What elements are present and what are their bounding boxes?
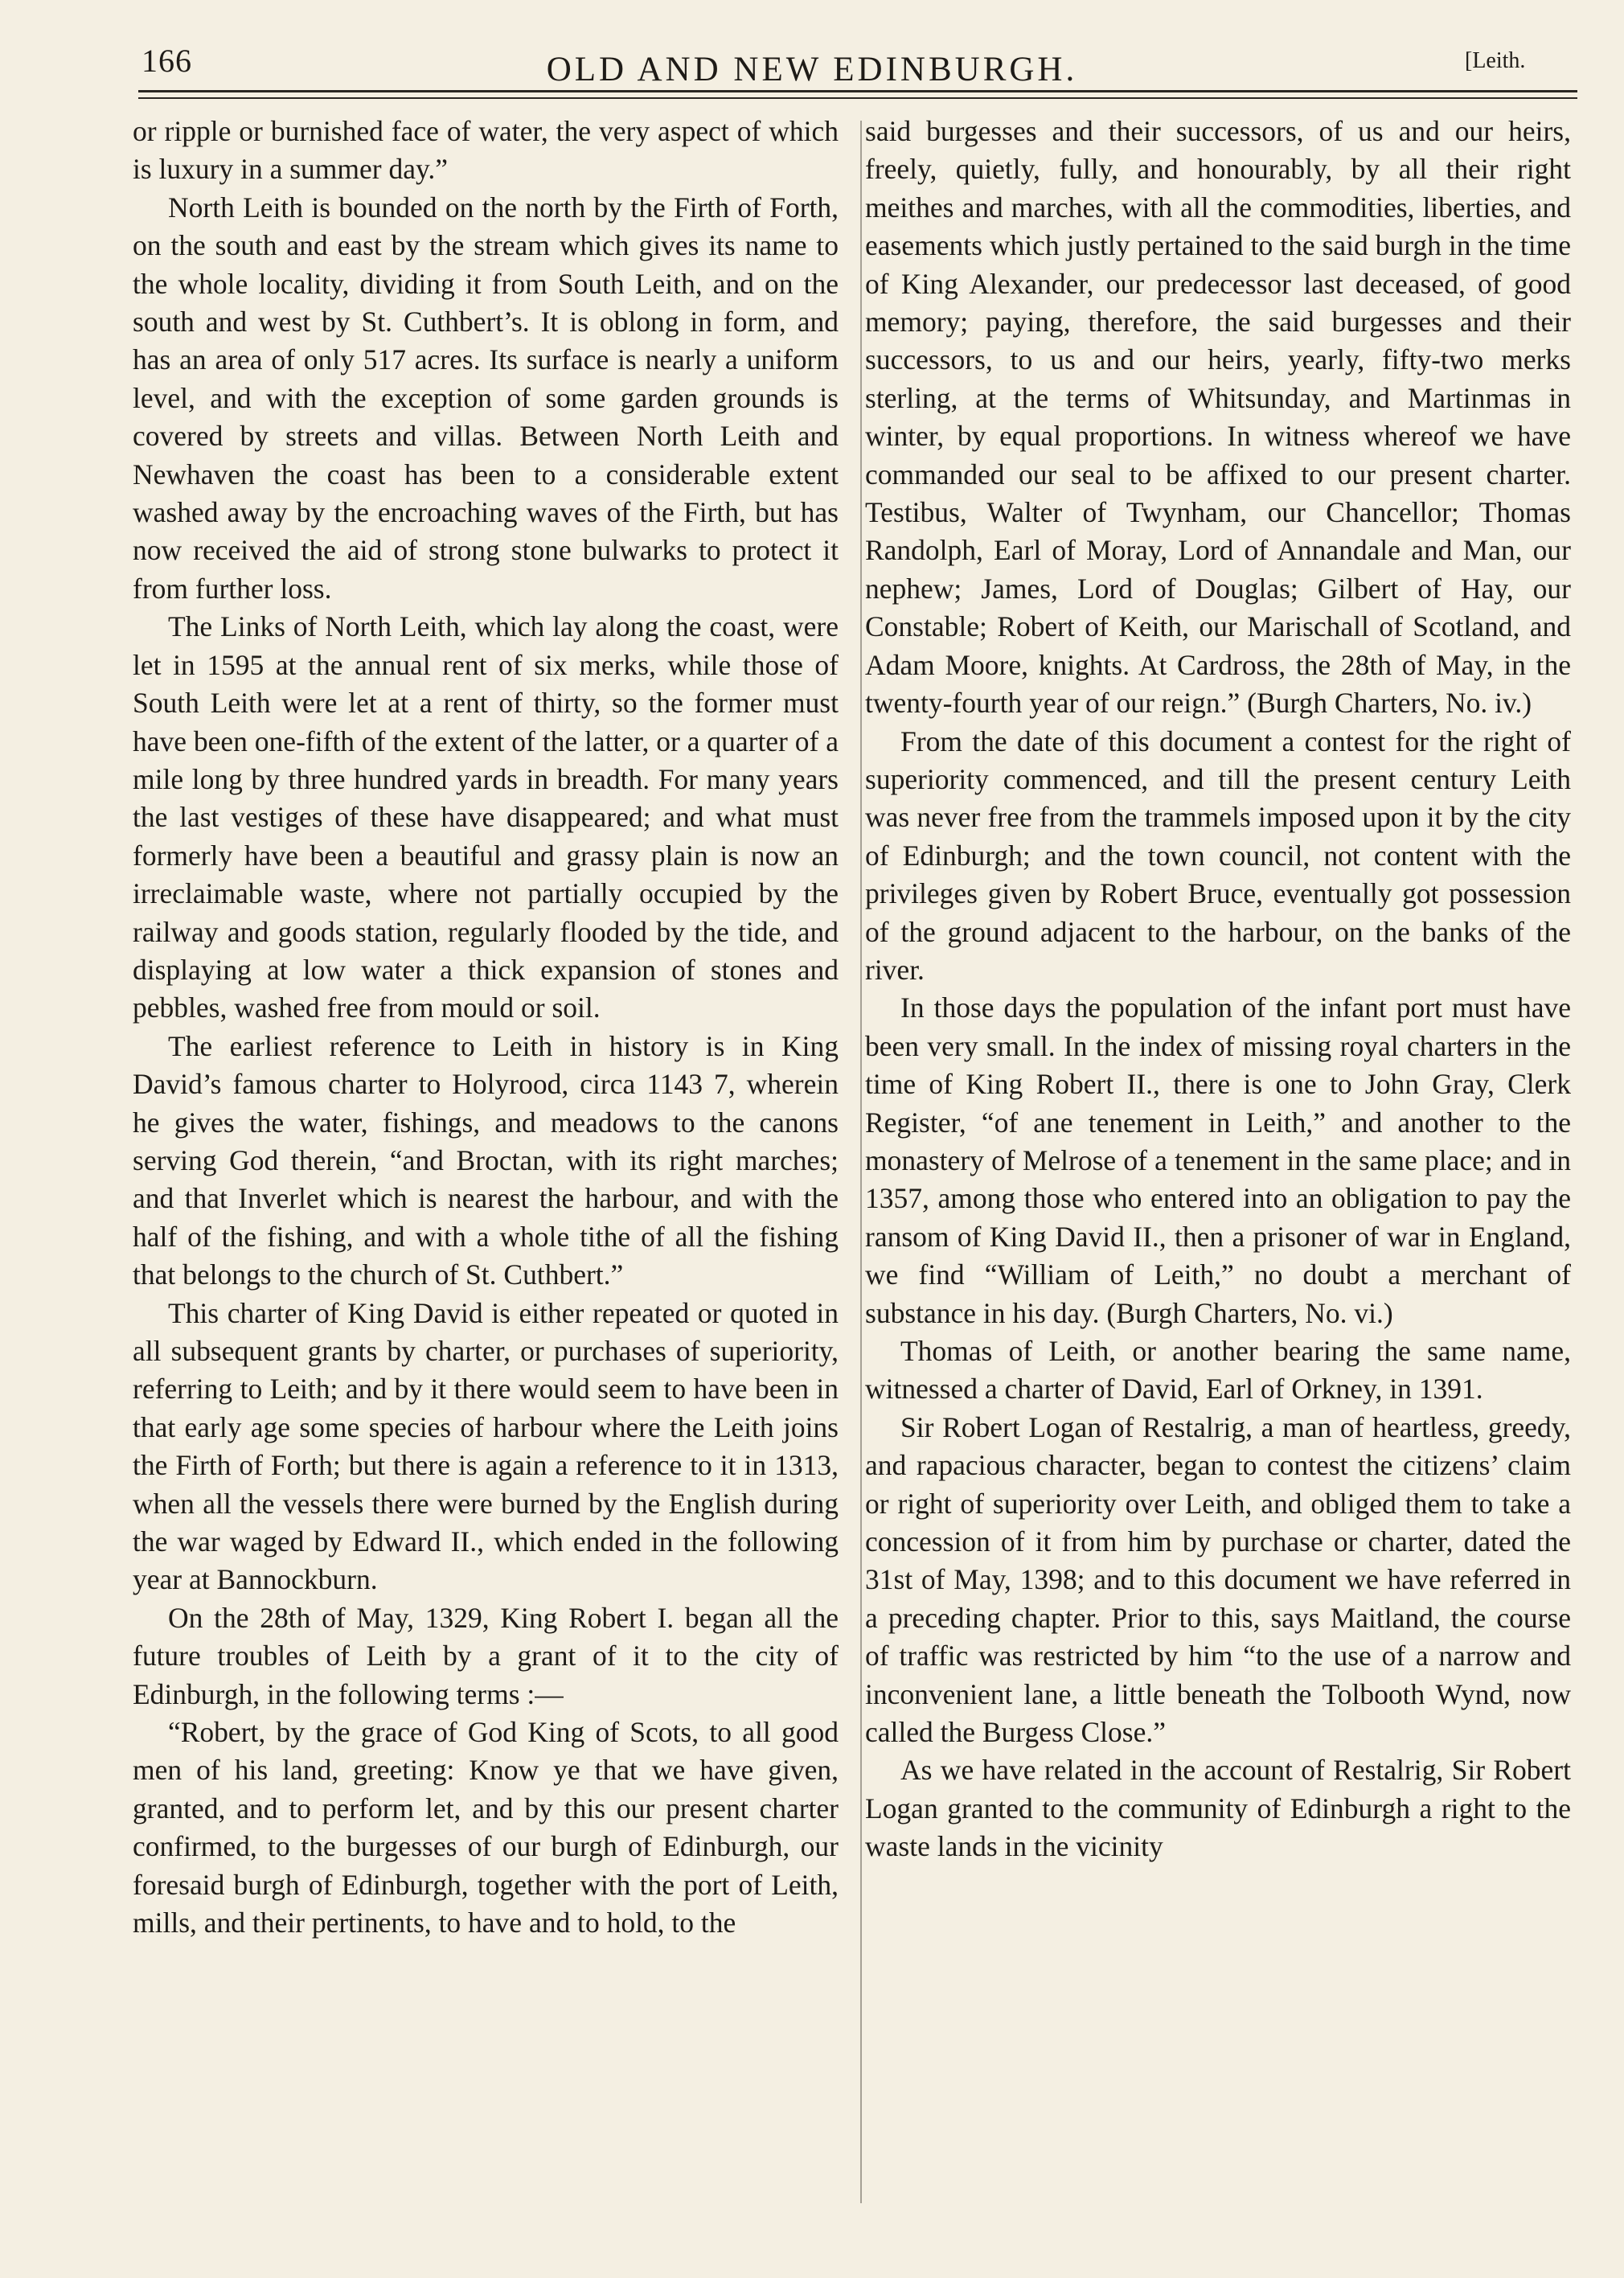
header-rule [138,90,1577,92]
paragraph: In those days the population of the infant port must have been very small. In the index of missing royal charters in the time of King Robert II., there is one to John Gray, Clerk Register, “of ane tenement in Leith,” and another to the monastery of Melrose of a tenement in the same place; and in 1357, among those who entered into an obligation to pay the ransom of King David II., then a prisoner of war in England, we find “William of Leith,” no doubt a merchant of substance in his day. (Burgh Charters, No. vi.) [865,991,1571,1329]
paragraph: Sir Robert Logan of Restalrig, a man of heartless, greedy, and rapacious character, began to contest the citizens’ claim or right of superiority over Leith, and obliged them to take a concession of it from him by purchase or charter, dated the 31st of May, 1398; and to this document we have referred in a preceding chapter. Prior to this, says Maitland, the course of traffic was restricted by him “to the use of a narrow and inconvenient lane, a little beneath the Tolbooth Wynd, now called the Burgess Close.” [865,1410,1571,1749]
paragraph: said burgesses and their successors, of us and our heirs, freely, quietly, fully, and honourably, by all their right meithes and marches, with all the commodities, liberties, and easements which justly pertained to the said burgh in the time of King Alexander, our predecessor last deceased, of good memory; paying, therefore, the said burgesses and their successors, to us and our heirs, yearly, fifty-two merks sterling, at the terms of Whitsunday, and Martinmas in winter, by equal proportions. In witness whereof we have commanded our seal to be affixed to our present charter. Testibus, Walter of Twynham, our Chancellor; Thomas Randolph, Earl of Moray, Lord of Annandale and Man, our nephew; James, Lord of Douglas; Gilbert of Hay, our Constable; Robert of Keith, our Marischall of Scotland, and Adam Moore, knights. At Cardross, the 28th of May, in the twenty-fourth year of our reign.” (Burgh Charters, No. iv.) [865,115,1571,720]
paragraph: From the date of this document a contest for the right of superiority commenced, and till the present century Leith was never free from the trammels imposed upon it by the city of Edinburgh; and the town council, not content with the privileges given by Robert Bruce, eventually got possession of the ground adjacent to the harbour, on the banks of the river. [865,724,1571,986]
running-title: OLD AND NEW EDINBURGH. [546,51,1078,88]
paragraph: On the 28th of May, 1329, King Robert I. began all the future troubles of Leith by a grant of it to the city of Edinburgh, in the following terms :— [133,1601,839,1710]
left-column [133,113,839,1943]
paragraph: As we have related in the account of Restalrig, Sir Robert Logan granted to the community of Edinburgh a right to the waste lands in the vicinity [865,1754,1571,1863]
column-divider [860,121,862,2203]
right-column [865,113,1571,1866]
paragraph: The Links of North Leith, which lay along the coast, were let in 1595 at the annual rent of six merks, while those of South Leith were let at a rent of thirty, so the former must have been one-fifth of the extent of the latter, or a quarter of a mile long by three hundred yards in breadth. For many years the last vestiges of these have disappeared; and what must formerly have been a beautiful and grassy plain is now an irreclaimable waste, where not partially occupied by the railway and goods station, regularly flooded by the tide, and displaying at low water a thick expansion of stones and pebbles, washed free from mould or soil. [133,610,839,1024]
paragraph: Thomas of Leith, or another bearing the same name, witnessed a charter of David, Earl of Orkney, in 1391. [865,1335,1571,1406]
paragraph: North Leith is bounded on the north by the Firth of Forth, on the south and east by the stream which gives its name to the whole locality, dividing it from South Leith, and on the south and west by St. Cuthbert’s. It is oblong in form, and has an area of only 517 acres. Its surface is nearly a uniform level, and with the exception of some garden grounds is covered by streets and villas. Between North Leith and Newhaven the coast has been to a considerable extent washed away by the encroaching waves of the Firth, but has now received the aid of strong stone bulwarks to protect it from further loss. [133,191,839,605]
page-number: 166 [141,43,192,79]
paragraph: This charter of King David is either repeated or quoted in all subsequent grants by charter, or purchases of superiority, referring to Leith; and by it there would seem to have been in that early age some species of harbour where the Leith joins the Firth of Forth; but there is again a reference to it in 1313, when all the vessels there were burned by the English during the war waged by Edward II., which ended in the following year at Bannockburn. [133,1296,839,1596]
paragraph: The earliest reference to Leith in history is in King David’s famous charter to Holyrood, circa 1143 7, wherein he gives the water, fishings, and meadows to the canons serving God therein, “and Broctan, with its right marches; and that Inverlet which is nearest the harbour, and with the half of the fishing, and with a whole tithe of all the fishing that belongs to the church of St. Cuthbert.” [133,1029,839,1291]
paragraph: “Robert, by the grace of God King of Scots, to all good men of his land, greeting: Know ye that we have given, granted, and to perform let, and by this our present charter confirmed, to the burgesses of our burgh of Edinburgh, our foresaid burgh of Edinburgh, together with the port of Leith, mills, and their pertinents, to have and to hold, to the [133,1716,839,1939]
section-tag: [Leith. [1465,48,1526,73]
header-rule-thin [138,97,1577,99]
paragraph: or ripple or burnished face of water, the very aspect of which is luxury in a summer day.” [133,115,839,186]
